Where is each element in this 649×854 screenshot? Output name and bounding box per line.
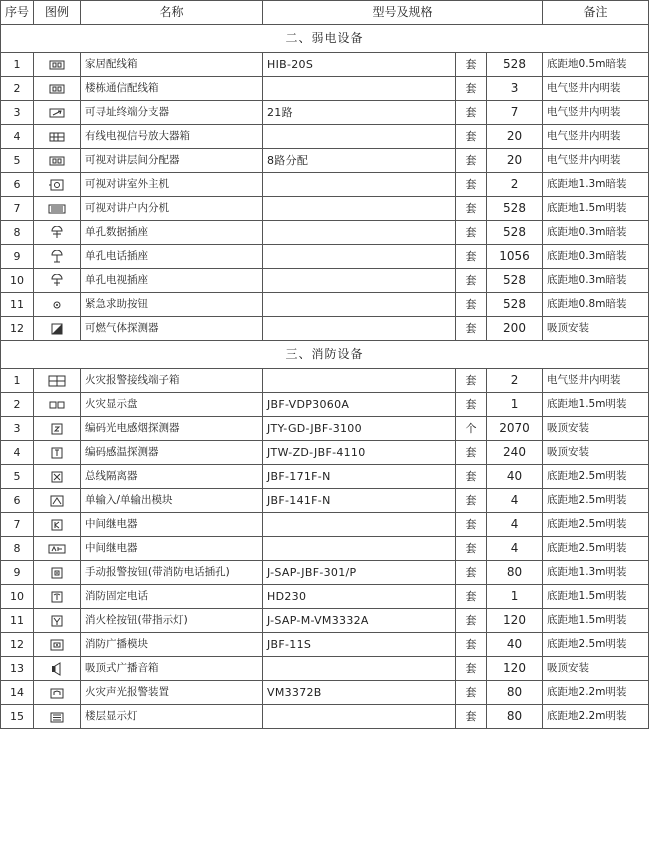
- model-spec: [263, 173, 456, 197]
- table-row: [1, 221, 649, 245]
- floor-display-icon: [48, 710, 66, 724]
- quantity: 240: [487, 441, 543, 465]
- device-name: 可视对讲室外主机: [81, 173, 263, 197]
- remark: 底距地0.3m暗装: [543, 269, 649, 293]
- legend-symbol: [34, 489, 81, 513]
- unit: 套: [456, 561, 487, 585]
- model-spec: [263, 269, 456, 293]
- table-header-row: [1, 1, 649, 25]
- device-name: 家居配线箱: [81, 53, 263, 77]
- remark: 底距地0.3m暗装: [543, 245, 649, 269]
- legend-symbol: [34, 705, 81, 729]
- box-grid-icon: [48, 130, 66, 144]
- relay-box-icon: [48, 542, 66, 556]
- table-row: [1, 537, 649, 561]
- quantity: 4: [487, 489, 543, 513]
- table-row: [1, 561, 649, 585]
- legend-symbol: [34, 149, 81, 173]
- device-name: 单输入/单输出模块: [81, 489, 263, 513]
- model-spec: JTY-GD-JBF-3100: [263, 417, 456, 441]
- socket-data-icon: [48, 226, 66, 240]
- isolator-icon: [48, 470, 66, 484]
- quantity: 2: [487, 173, 543, 197]
- quantity: 40: [487, 633, 543, 657]
- model-spec: [263, 705, 456, 729]
- table-row: [1, 657, 649, 681]
- device-name: 可视对讲层间分配器: [81, 149, 263, 173]
- table-row: [1, 609, 649, 633]
- unit: 套: [456, 369, 487, 393]
- unit: 套: [456, 657, 487, 681]
- row-number: 2: [1, 393, 34, 417]
- quantity: 528: [487, 269, 543, 293]
- unit: 套: [456, 441, 487, 465]
- device-name: 总线隔离器: [81, 465, 263, 489]
- legend-symbol: [34, 245, 81, 269]
- row-number: 7: [1, 197, 34, 221]
- device-name: 中间继电器: [81, 513, 263, 537]
- remark: 电气竖井内明装: [543, 149, 649, 173]
- row-number: 11: [1, 609, 34, 633]
- sounder-strobe-icon: [48, 686, 66, 700]
- quantity: 80: [487, 561, 543, 585]
- quantity: 1: [487, 585, 543, 609]
- model-spec: 8路分配: [263, 149, 456, 173]
- remark: 吸顶安装: [543, 657, 649, 681]
- legend-symbol: [34, 293, 81, 317]
- gas-detector-icon: [48, 322, 66, 336]
- remark: 底距地1.5m明装: [543, 585, 649, 609]
- intercom-unit-icon: [48, 202, 66, 216]
- remark: 吸顶安装: [543, 417, 649, 441]
- device-name: 有线电视信号放大器箱: [81, 125, 263, 149]
- device-name: 紧急求助按钮: [81, 293, 263, 317]
- model-spec: J-SAP-M-VM3332A: [263, 609, 456, 633]
- legend-symbol: [34, 77, 81, 101]
- legend-symbol: [34, 173, 81, 197]
- model-spec: [263, 537, 456, 561]
- device-name: 单孔数据插座: [81, 221, 263, 245]
- remark: 吸顶安装: [543, 317, 649, 341]
- socket-tv-icon: [48, 274, 66, 288]
- row-number: 9: [1, 561, 34, 585]
- model-spec: J-SAP-JBF-301/P: [263, 561, 456, 585]
- box-double-icon: [48, 58, 66, 72]
- device-name: 编码感温探测器: [81, 441, 263, 465]
- remark: 底距地1.3m暗装: [543, 173, 649, 197]
- model-spec: JBF-141F-N: [263, 489, 456, 513]
- model-spec: VM3372B: [263, 681, 456, 705]
- table-row: [1, 77, 649, 101]
- header-model: 型号及规格: [263, 1, 543, 25]
- quantity: 528: [487, 53, 543, 77]
- legend-symbol: [34, 369, 81, 393]
- device-name: 吸顶式广播音箱: [81, 657, 263, 681]
- quantity: 528: [487, 221, 543, 245]
- row-number: 12: [1, 633, 34, 657]
- remark: 底距地2.5m明装: [543, 537, 649, 561]
- table-row: [1, 441, 649, 465]
- table-row: [1, 149, 649, 173]
- remark: 电气竖井内明装: [543, 101, 649, 125]
- model-spec: [263, 657, 456, 681]
- row-number: 8: [1, 537, 34, 561]
- legend-symbol: [34, 513, 81, 537]
- remark: 电气竖井内明装: [543, 77, 649, 101]
- remark: 底距地2.5m明装: [543, 513, 649, 537]
- legend-symbol: [34, 465, 81, 489]
- model-spec: [263, 125, 456, 149]
- io-module-icon: [48, 494, 66, 508]
- device-name: 火灾显示盘: [81, 393, 263, 417]
- fire-phone-icon: [48, 590, 66, 604]
- table-row: [1, 705, 649, 729]
- unit: 个: [456, 417, 487, 441]
- remark: 底距地1.5m明装: [543, 609, 649, 633]
- unit: 套: [456, 465, 487, 489]
- model-spec: JBF-11S: [263, 633, 456, 657]
- intercom-main-icon: [48, 178, 66, 192]
- unit: 套: [456, 513, 487, 537]
- remark: 底距地1.5m明装: [543, 393, 649, 417]
- remark: 电气竖井内明装: [543, 369, 649, 393]
- section-title: 三、消防设备: [1, 341, 649, 369]
- quantity: 3: [487, 77, 543, 101]
- section-title-row: [1, 341, 649, 369]
- legend-symbol: [34, 633, 81, 657]
- device-name: 火灾声光报警装置: [81, 681, 263, 705]
- quantity: 20: [487, 125, 543, 149]
- table-row: [1, 125, 649, 149]
- quantity: 80: [487, 681, 543, 705]
- row-number: 2: [1, 77, 34, 101]
- quantity: 120: [487, 609, 543, 633]
- quantity: 120: [487, 657, 543, 681]
- quantity: 528: [487, 197, 543, 221]
- legend-symbol: [34, 585, 81, 609]
- model-spec: [263, 513, 456, 537]
- remark: 底距地2.2m明装: [543, 681, 649, 705]
- remark: 底距地2.5m明装: [543, 465, 649, 489]
- legend-symbol: [34, 537, 81, 561]
- header-name: 名称: [81, 1, 263, 25]
- quantity: 1: [487, 393, 543, 417]
- quantity: 1056: [487, 245, 543, 269]
- section-title-row: [1, 25, 649, 53]
- unit: 套: [456, 633, 487, 657]
- unit: 套: [456, 681, 487, 705]
- unit: 套: [456, 293, 487, 317]
- row-number: 3: [1, 101, 34, 125]
- model-spec: HIB-20S: [263, 53, 456, 77]
- manual-alarm-icon: [48, 566, 66, 580]
- quantity: 80: [487, 705, 543, 729]
- legend-symbol: [34, 197, 81, 221]
- junction-box-icon: [48, 374, 66, 388]
- heat-detector-icon: [48, 446, 66, 460]
- row-number: 11: [1, 293, 34, 317]
- legend-symbol: [34, 393, 81, 417]
- quantity: 200: [487, 317, 543, 341]
- device-name: 编码光电感烟探测器: [81, 417, 263, 441]
- table-row: [1, 417, 649, 441]
- unit: 套: [456, 245, 487, 269]
- row-number: 10: [1, 585, 34, 609]
- remark: 吸顶安装: [543, 441, 649, 465]
- legend-symbol: [34, 317, 81, 341]
- box-double-icon: [48, 154, 66, 168]
- legend-symbol: [34, 269, 81, 293]
- unit: 套: [456, 393, 487, 417]
- quantity: 528: [487, 293, 543, 317]
- box-double-icon: [48, 82, 66, 96]
- unit: 套: [456, 585, 487, 609]
- table-row: [1, 393, 649, 417]
- unit: 套: [456, 53, 487, 77]
- row-number: 9: [1, 245, 34, 269]
- header-icon: 图例: [34, 1, 81, 25]
- device-name: 手动报警按钮(带消防电话插孔): [81, 561, 263, 585]
- row-number: 5: [1, 149, 34, 173]
- model-spec: [263, 77, 456, 101]
- model-spec: [263, 317, 456, 341]
- table-row: [1, 53, 649, 77]
- unit: 套: [456, 221, 487, 245]
- device-name: 楼层显示灯: [81, 705, 263, 729]
- device-name: 楼栋通信配线箱: [81, 77, 263, 101]
- row-number: 10: [1, 269, 34, 293]
- row-number: 13: [1, 657, 34, 681]
- device-name: 火灾报警接线端子箱: [81, 369, 263, 393]
- model-spec: [263, 293, 456, 317]
- model-spec: 21路: [263, 101, 456, 125]
- unit: 套: [456, 77, 487, 101]
- quantity: 2: [487, 369, 543, 393]
- row-number: 12: [1, 317, 34, 341]
- model-spec: [263, 245, 456, 269]
- table-row: [1, 513, 649, 537]
- section-title: 二、弱电设备: [1, 25, 649, 53]
- legend-symbol: [34, 441, 81, 465]
- row-number: 14: [1, 681, 34, 705]
- legend-symbol: [34, 417, 81, 441]
- remark: 底距地2.5m明装: [543, 633, 649, 657]
- smoke-detector-icon: [48, 422, 66, 436]
- table-row: [1, 489, 649, 513]
- broadcast-module-icon: [48, 638, 66, 652]
- quantity: 20: [487, 149, 543, 173]
- remark: 底距地2.2m明装: [543, 705, 649, 729]
- device-name: 单孔电视插座: [81, 269, 263, 293]
- table-row: [1, 101, 649, 125]
- header-no: 序号: [1, 1, 34, 25]
- box-arrow-icon: [48, 106, 66, 120]
- model-spec: HD230: [263, 585, 456, 609]
- speaker-icon: [48, 662, 66, 676]
- legend-symbol: [34, 609, 81, 633]
- row-number: 15: [1, 705, 34, 729]
- unit: 套: [456, 269, 487, 293]
- quantity: 40: [487, 465, 543, 489]
- table-row: [1, 197, 649, 221]
- row-number: 1: [1, 53, 34, 77]
- table-row: [1, 633, 649, 657]
- device-name: 中间继电器: [81, 537, 263, 561]
- hydrant-button-icon: [48, 614, 66, 628]
- unit: 套: [456, 489, 487, 513]
- device-name: 可视对讲户内分机: [81, 197, 263, 221]
- model-spec: JTW-ZD-JBF-4110: [263, 441, 456, 465]
- button-circle-icon: [48, 298, 66, 312]
- remark: 底距地1.5m明装: [543, 197, 649, 221]
- legend-symbol: [34, 125, 81, 149]
- row-number: 3: [1, 417, 34, 441]
- legend-symbol: [34, 657, 81, 681]
- device-name: 可寻址终端分支器: [81, 101, 263, 125]
- remark: 底距地1.3m明装: [543, 561, 649, 585]
- model-spec: JBF-171F-N: [263, 465, 456, 489]
- table-row: [1, 681, 649, 705]
- table-row: [1, 369, 649, 393]
- remark: 底距地2.5m明装: [543, 489, 649, 513]
- device-name: 消火栓按钮(带指示灯): [81, 609, 263, 633]
- device-name: 消防固定电话: [81, 585, 263, 609]
- quantity: 4: [487, 537, 543, 561]
- quantity: 4: [487, 513, 543, 537]
- socket-phone-icon: [48, 250, 66, 264]
- device-name: 消防广播模块: [81, 633, 263, 657]
- model-spec: [263, 221, 456, 245]
- device-name: 单孔电话插座: [81, 245, 263, 269]
- legend-symbol: [34, 221, 81, 245]
- row-number: 4: [1, 441, 34, 465]
- remark: 底距地0.8m暗装: [543, 293, 649, 317]
- table-row: [1, 585, 649, 609]
- remark: 电气竖井内明装: [543, 125, 649, 149]
- row-number: 6: [1, 489, 34, 513]
- table-row: [1, 293, 649, 317]
- display-panel-icon: [48, 398, 66, 412]
- remark: 底距地0.5m暗装: [543, 53, 649, 77]
- model-spec: JBF-VDP3060A: [263, 393, 456, 417]
- row-number: 4: [1, 125, 34, 149]
- table-row: [1, 245, 649, 269]
- unit: 套: [456, 101, 487, 125]
- device-name: 可燃气体探测器: [81, 317, 263, 341]
- unit: 套: [456, 537, 487, 561]
- row-number: 5: [1, 465, 34, 489]
- row-number: 7: [1, 513, 34, 537]
- table-row: [1, 173, 649, 197]
- model-spec: [263, 197, 456, 221]
- legend-symbol: [34, 561, 81, 585]
- row-number: 1: [1, 369, 34, 393]
- unit: 套: [456, 173, 487, 197]
- relay-icon: [48, 518, 66, 532]
- remark: 底距地0.3m暗装: [543, 221, 649, 245]
- legend-symbol: [34, 681, 81, 705]
- legend-symbol: [34, 101, 81, 125]
- row-number: 6: [1, 173, 34, 197]
- legend-symbol: [34, 53, 81, 77]
- unit: 套: [456, 609, 487, 633]
- row-number: 8: [1, 221, 34, 245]
- table-row: [1, 269, 649, 293]
- quantity: 7: [487, 101, 543, 125]
- unit: 套: [456, 317, 487, 341]
- table-row: [1, 465, 649, 489]
- quantity: 2070: [487, 417, 543, 441]
- unit: 套: [456, 149, 487, 173]
- model-spec: [263, 369, 456, 393]
- unit: 套: [456, 705, 487, 729]
- table-row: [1, 317, 649, 341]
- unit: 套: [456, 197, 487, 221]
- header-note: 备注: [543, 1, 649, 25]
- unit: 套: [456, 125, 487, 149]
